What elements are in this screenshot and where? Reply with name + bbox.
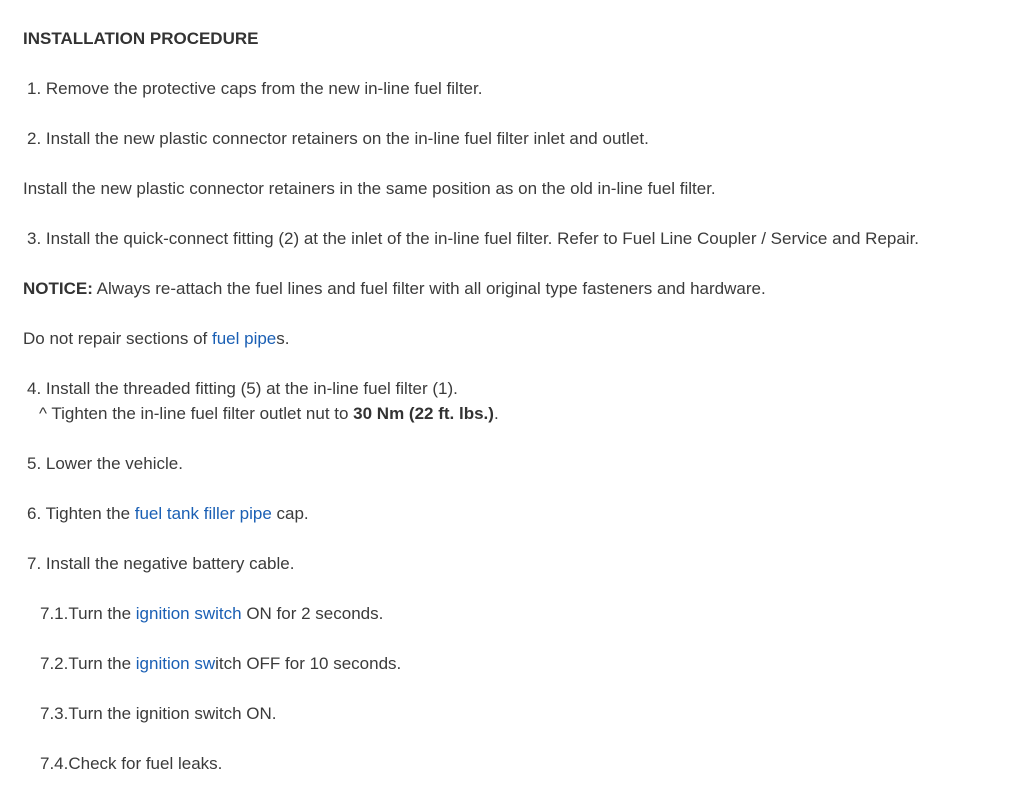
step-4-substep xyxy=(39,403,499,425)
step-4-substep-text-after: . xyxy=(493,404,499,423)
step-7-4: 7.4.Check for fuel leaks. xyxy=(40,754,223,773)
repair-note-text-before: Do not repair sections of xyxy=(23,329,212,348)
ignition-switch-link-partial[interactable]: ignition sw xyxy=(135,654,216,673)
step-6-text-before: 6. Tighten the xyxy=(27,504,135,523)
notice-label: NOTICE: xyxy=(23,279,93,298)
step-3: 3. Install the quick-connect fitting (2) at the inlet of the in-line fuel filter. Refer to Fuel Line Coupler / Service and Repair. xyxy=(27,229,920,248)
fuel-tank-filler-pipe-link[interactable]: fuel tank filler pipe xyxy=(134,504,272,523)
step-4: 4. Install the threaded fitting (5) at the in-line fuel filter (1). xyxy=(27,379,458,398)
retainer-position-note: Install the new plastic connector retainers in the same position as on the old in-line fuel filter. xyxy=(23,179,716,198)
step-7-2 xyxy=(40,653,401,675)
section-heading: INSTALLATION PROCEDURE xyxy=(23,29,259,48)
step-5: 5. Lower the vehicle. xyxy=(27,454,183,473)
notice-text: Always re-attach the fuel lines and fuel filter with all original type fasteners and hardware. xyxy=(92,279,766,298)
fuel-pipe-link[interactable]: fuel pipe xyxy=(211,329,277,348)
notice-paragraph xyxy=(23,278,766,300)
step-2: 2. Install the new plastic connector retainers on the in-line fuel filter inlet and outlet. xyxy=(27,129,649,148)
step-7-2-text-after: itch OFF for 10 seconds. xyxy=(215,654,402,673)
step-7-1-text-before: 7.1.Turn the xyxy=(40,604,136,623)
step-7-2-text-before: 7.2.Turn the xyxy=(40,654,136,673)
torque-spec: 30 Nm (22 ft. lbs.) xyxy=(353,404,494,423)
step-7-3: 7.3.Turn the ignition switch ON. xyxy=(40,704,277,723)
step-1: 1. Remove the protective caps from the new in-line fuel filter. xyxy=(27,79,483,98)
step-7-1 xyxy=(40,603,383,625)
step-7: 7. Install the negative battery cable. xyxy=(27,554,295,573)
step-7-1-text-after: ON for 2 seconds. xyxy=(241,604,384,623)
repair-note xyxy=(23,328,290,350)
repair-note-text-after: s. xyxy=(276,329,290,348)
step-6 xyxy=(27,503,309,525)
step-6-text-after: cap. xyxy=(271,504,309,523)
ignition-switch-link[interactable]: ignition switch xyxy=(135,604,242,623)
step-4-substep-text-before: ^ Tighten the in-line fuel filter outlet nut to xyxy=(39,404,354,423)
